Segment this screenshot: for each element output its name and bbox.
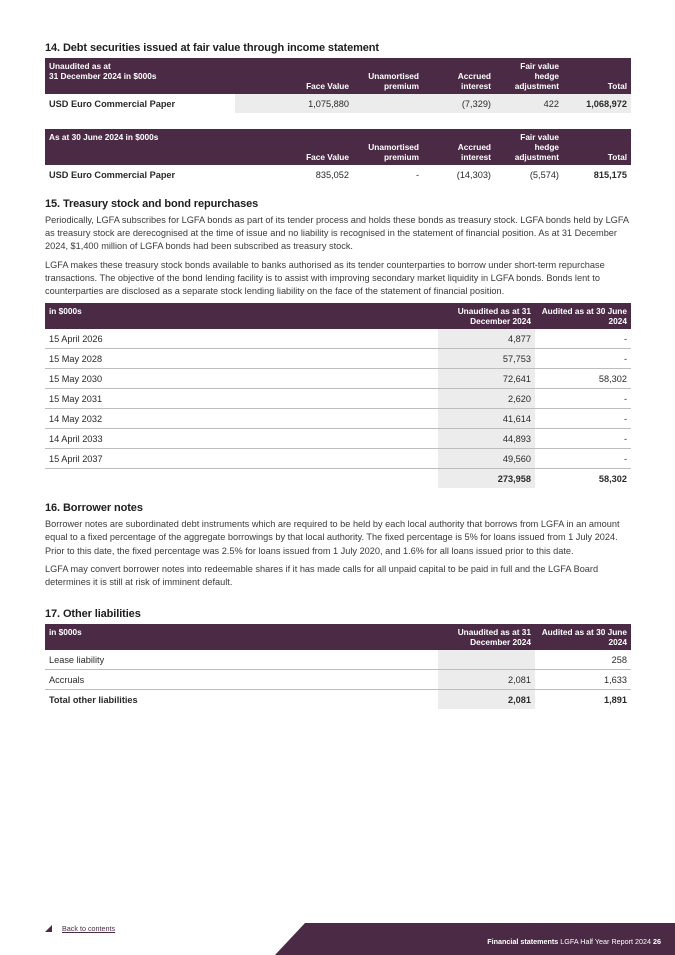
table-head-label: As at 30 June 2024 in $000s <box>45 129 235 165</box>
col-total: Total <box>563 129 631 165</box>
table-head-label: in $000s <box>45 624 438 650</box>
back-to-contents-link[interactable]: Back to contents <box>62 924 116 933</box>
back-to-contents[interactable] <box>45 924 115 933</box>
paragraph: LGFA may convert borrower notes into redeemable shares if it has made calls for all unpaid capital to be paid in full and the LGFA Board determines it is still at risk of imminent default. <box>45 563 599 588</box>
table-row: USD Euro Commercial Paper 1,075,880 (7,329) 422 1,068,972 <box>45 94 631 113</box>
col-accrued-interest: Accrued interest <box>423 129 495 165</box>
paragraph: LGFA makes these treasury stock bonds available to banks authorised as its tender counterparties to borrow under short-term repurchase transactions. The objective of the bond lending facility is to assist with improving secondary market liquidity in LGFA bonds. Bonds lent to counterparties are disclosed as a separate stock lending liability on the face of the statement of financial position. <box>45 259 605 297</box>
page-content <box>45 42 631 709</box>
col-face-value: Face Value <box>235 129 353 165</box>
page-number: 26 <box>653 937 661 946</box>
table-row: 15 April 2026 4,877 - <box>45 329 631 349</box>
col-unaudited: Unaudited as at 31 December 2024 <box>438 303 535 329</box>
table-row: 15 May 2028 57,753 - <box>45 349 631 369</box>
paragraph: Borrower notes are subordinated debt instruments which are required to be held by each local authority that borrows from LGFA in an amount equal to a fixed percentage of the aggregate borrowings by that local authority. The fixed percentage is 5% for loans issued from 1 July 2024. Prior to this date, the fixed percentage was 2.5% for loans issued from 1 July 2020, and 1.6% for all loans issued prior to this date. <box>45 519 620 556</box>
section-17-title: 17. Other liabilities <box>45 608 141 621</box>
col-fair-value-hedge: Fair value hedge adjustment <box>495 129 563 165</box>
section-16-title: 16. Borrower notes <box>45 502 143 515</box>
col-accrued-interest: Accrued interest <box>423 58 495 94</box>
section-15-title: 15. Treasury stock and bond repurchases <box>45 198 259 210</box>
table-total-row: Total other liabilities 2,081 1,891 <box>45 690 631 710</box>
paragraph: Periodically, LGFA subscribes for LGFA bonds as part of its tender process and holds these bonds as treasury stock. LGFA bonds held by LGFA as treasury stock are derecognised at the time of issue and no liability is recognised in the statement of financial position. As at 31 December 2024, $1,400 million of LGFA bonds had been subscribed as treasury stock. <box>45 215 629 252</box>
col-total: Total <box>563 58 631 94</box>
table-row: 14 April 2033 44,893 - <box>45 429 631 449</box>
table-row: 15 May 2030 72,641 58,302 <box>45 369 631 389</box>
col-audited: Audited as at 30 June 2024 <box>535 624 631 650</box>
table-row: 15 May 2031 2,620 - <box>45 389 631 409</box>
treasury-stock-table <box>45 303 631 488</box>
table-row: 14 May 2032 41,614 - <box>45 409 631 429</box>
col-fair-value-hedge: Fair value hedge adjustment <box>495 58 563 94</box>
table-head-label: in $000s <box>45 303 438 329</box>
col-unaudited: Unaudited as at 31 December 2024 <box>438 624 535 650</box>
triangle-icon <box>45 925 52 932</box>
table-row: Accruals 2,081 1,633 <box>45 670 631 690</box>
col-unamortised-premium: Unamortised premium <box>353 58 423 94</box>
table-head-label: Unaudited as at 31 December 2024 in $000s <box>45 58 235 94</box>
footer-text <box>487 937 661 946</box>
table-total-row: 273,958 58,302 <box>45 469 631 489</box>
table-row: 15 April 2037 49,560 - <box>45 449 631 469</box>
table-row: USD Euro Commercial Paper 835,052 - (14,303) (5,574) 815,175 <box>49 169 627 180</box>
other-liabilities-table <box>45 624 631 709</box>
debt-securities-jun-table <box>45 129 631 184</box>
section-14-title: 14. Debt securities issued at fair value through income statement <box>45 42 379 54</box>
col-face-value: Face Value <box>235 58 353 94</box>
table-row: Lease liability 258 <box>45 650 631 670</box>
debt-securities-dec-table <box>45 58 631 113</box>
footer-section: Financial statements <box>487 937 559 946</box>
footer-report: LGFA Half Year Report 2024 <box>560 937 651 946</box>
col-unamortised-premium: Unamortised premium <box>353 129 423 165</box>
col-audited: Audited as at 30 June 2024 <box>535 303 631 329</box>
